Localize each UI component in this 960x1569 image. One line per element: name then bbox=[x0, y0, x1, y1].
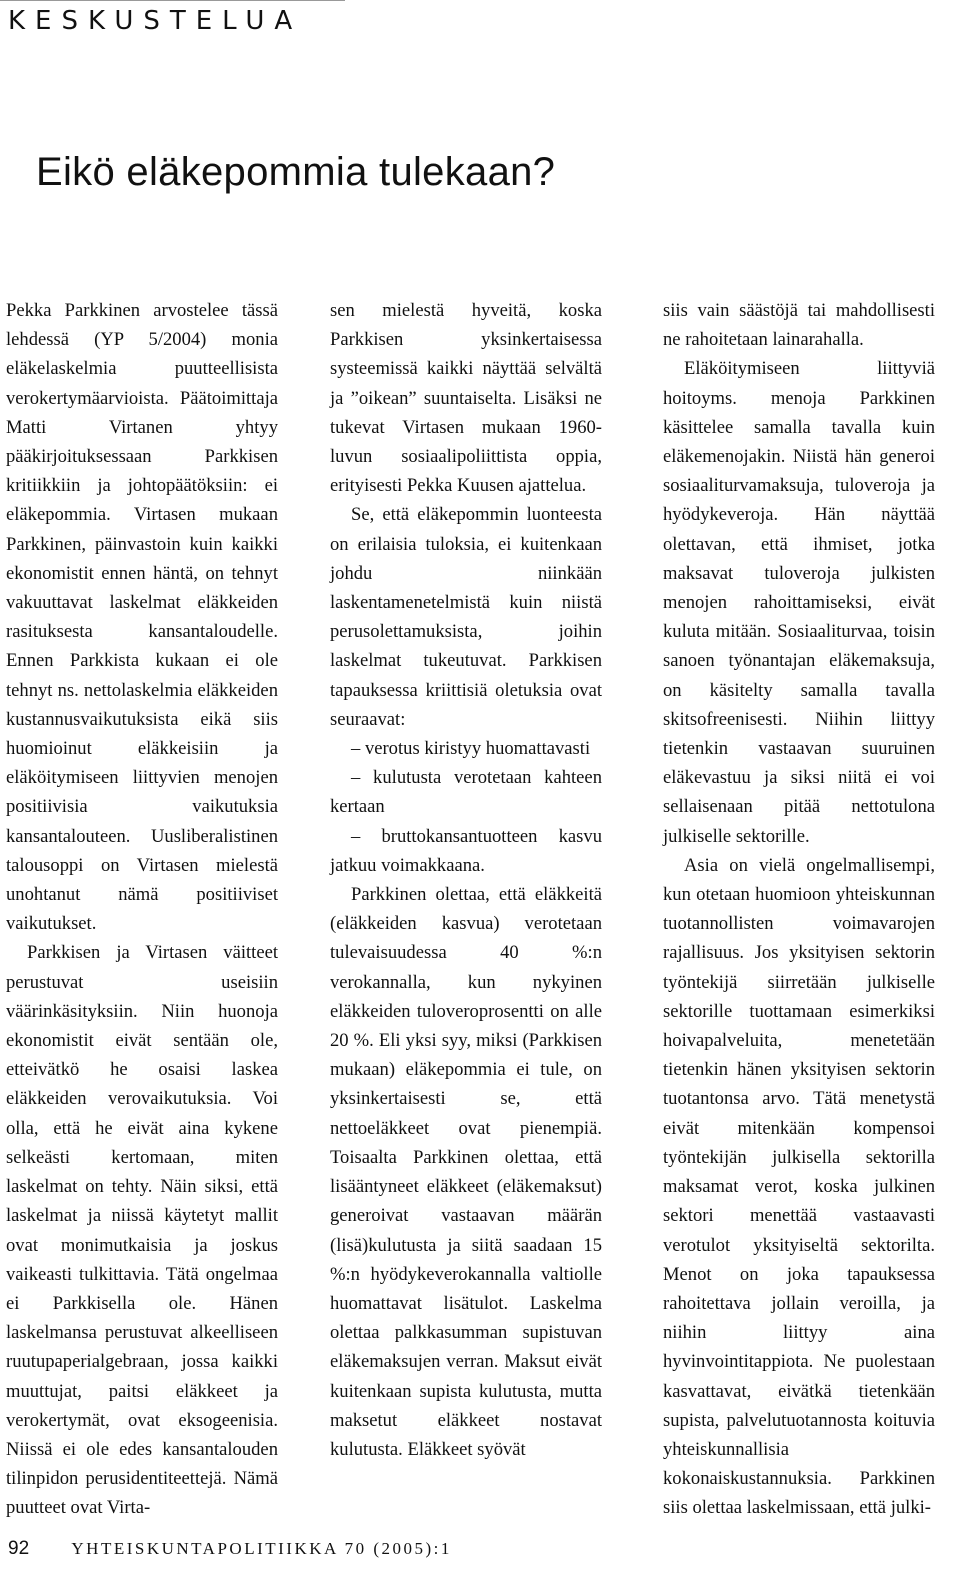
page-footer bbox=[8, 1538, 452, 1560]
page-number: 92 bbox=[8, 1538, 30, 1559]
paragraph: siis vain säästöjä tai mahdollisesti ne rahoitetaan lainarahalla. bbox=[663, 300, 935, 351]
list-item: – kulutusta verotetaan kahteen kertaan bbox=[330, 767, 602, 818]
paragraph: Pekka Parkkinen arvostelee tässä lehdessä (YP 5/2004) monia eläkelaskelmia puutteellisista verokertymäarvioista. Päätoimittaja Matti Virtanen yhtyy pääkirjoituksessaan Parkkisen kritiikkiin ja johtopäätöksiin: ei eläkepommia. Virtasen mukaan Parkkinen, päinvastoin kuin kaikki ekonomistit ennen häntä, on tehnyt vakuuttavat laskelmat eläkkeiden rasituksesta kansantaloudelle. Ennen Parkkista kukaan ei ole tehnyt ns. nettolaskelmia eläkkeiden kustannusvaikutuksista eikä siis huomioinut eläkkeisiin ja eläköitymiseen liittyvien menojen positiivisia vaikutuksia kansantalouteen. Uusliberalistinen talousoppi on Virtasen mielestä unohtanut nämä positiiviset vaikutukset. bbox=[6, 300, 278, 935]
list-item: – bruttokansantuotteen kasvu jatkuu voimakkaana. bbox=[330, 825, 602, 876]
paragraph: sen mielestä hyveitä, koska Parkkisen yksinkertaisessa systeemissä kaikki näyttää selvältä ja ”oikean” suuntaiselta. Lisäksi ne tukevat Virtasen mukaan 1960-luvun sosiaalipoliittista oppia, erityisesti Pekka Kuusen ajattelua. bbox=[330, 300, 602, 497]
section-label: KESKUSTELUA bbox=[8, 6, 303, 36]
paragraph: Parkkinen olettaa, että eläkkeitä (eläkkeiden kasvua) verotetaan tulevaisuudessa 40 %:n verokannalla, kun nykyinen eläkkeiden tuloveroprosentti on alle 20 %. Eli yksi syy, miksi (Parkkisen mukaan) eläkepommia ei tule, on yksinkertaisesti se, että nettoeläkkeet ovat pienempiä. Toisaalta Parkkinen olettaa, että lisääntyneet eläkkeet (eläkemaksut) generoivat vastaavan määrän (lisä)kulutusta ja siitä saadaan 15 %:n hyödykeverokannalla valtiolle huomattavat lisätulot. Laskelma olettaa palkkasumman supistuvan eläkemaksujen verran. Maksut eivät kuitenkaan supista kulutusta, mutta maksetut eläkkeet nostavat kulutusta. Eläkkeet syövät bbox=[330, 884, 602, 1460]
top-rule bbox=[0, 0, 345, 1]
paragraph: Asia on vielä ongelmallisempi, kun otetaan huomioon yhteiskunnan tuotannollisten voimavarojen rajallisuus. Jos yksityisen sektorin työntekijä siirretään julkiselle sektorille tuottamaan esimerkiksi hoivapalveluita, menetetään tietenkin hänen yksityisen sektorin tuotantonsa arvo. Tätä menetystä eivät mitenkään kompensoi työntekijän julkisella sektorilla maksamat verot, koska julkinen sektori menettää vastaavasti verotulot yksityiseltä sektorilta. Menot on joka tapauksessa rahoitettava jollain veroilla, ja niihin liittyy aina hyvinvointitappiota. Ne puolestaan kasvattavat, eivätkä tietenkään supista, palvelutuotannosta koituvia yhteiskunnallisia kokonaiskustannuksia. Parkkinen siis olettaa laskelmissaan, että julki- bbox=[663, 854, 935, 1519]
list-item: – verotus kiristyy huomattavasti bbox=[351, 738, 591, 760]
journal-citation: YHTEISKUNTAPOLITIIKKA 70 (2005):1 bbox=[71, 1539, 452, 1558]
text-column-2 bbox=[330, 296, 602, 1464]
text-column-1 bbox=[6, 296, 278, 1523]
text-column-3 bbox=[663, 296, 935, 1523]
paragraph: Parkkisen ja Virtasen väitteet perustuvat useisiin väärinkäsityksiin. Niin huonoja ekonomistit eivät sentään ole, etteivätkö he osaisi laskea eläkkeiden verovaikutuksia. Voi olla, että he eivät aina kykene selkeästi kertomaan, miten laskelmat on tehty. Näin siksi, että laskelmat ja niissä käytetyt mallit ovat monimutkaisia ja joskus vaikeasti tulkittavia. Tätä ongelmaa ei Parkkisella ole. Hänen laskelmansa perustuvat alkeelliseen ruutupaperialgebraan, jossa kaikki muuttujat, paitsi eläkkeet ja verokertymät, ovat eksogeenisia. Niissä ei ole edes kansantalouden tilinpidon perusidentiteettejä. Nämä puutteet ovat Virta- bbox=[6, 942, 278, 1519]
paragraph: Eläköitymiseen liittyviä hoitoyms. menoja Parkkinen käsittelee samalla tavalla kuin eläkemenojakin. Niistä hän generoi sosiaaliturvamaksuja, tuloveroja ja hyödykeveroja. Hän näyttää olettavan, että ihmiset, jotka maksavat tuloveroja julkisten menojen rahoittamiseksi, eivät kuluta mitään. Sosiaaliturvaa, toisin sanoen työnantajan eläkemaksuja, on käsitelty samalla tavalla skitsofreenisesti. Niihin liittyy tietenkin vastaavan suuruinen eläkevastuu ja siksi niitä ei voi sellaisenaan pitää nettotulona julkiselle sektorille. bbox=[663, 358, 935, 847]
paragraph: Se, että eläkepommin luonteesta on erilaisia tuloksia, ei kuitenkaan johdu niinkään laskentamenetelmistä kuin niistä perusolettamuksista, joihin laskelmat tukeutuvat. Parkkisen tapauksessa kriittisiä oletuksia ovat seuraavat: bbox=[330, 504, 602, 730]
article-title: Eikö eläkepommia tulekaan? bbox=[36, 150, 556, 194]
